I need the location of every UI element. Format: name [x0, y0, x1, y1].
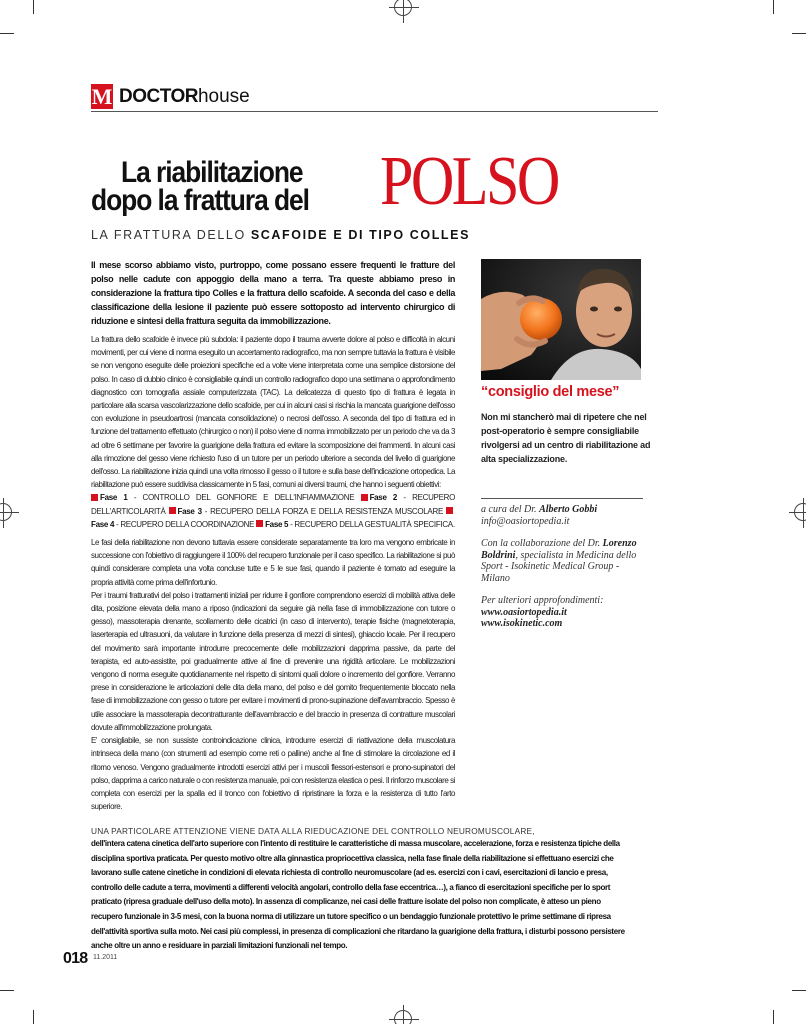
doctor-photo-illustration [481, 259, 641, 380]
title-line-1: La riabilitazione [121, 156, 303, 189]
sidebar-text: Non mi stancherò mai di ripetere che nel post-operatorio è sempre consigliabile rivolgersi ad un centro di riabilitazione ad alta specializzazione. [481, 412, 651, 464]
registration-mark [394, 0, 412, 16]
doctor-photo [481, 259, 641, 380]
crop-mark [792, 990, 806, 991]
crop-mark [773, 0, 774, 14]
red-square-icon [256, 520, 263, 527]
author-name: Alberto Gobbi [539, 504, 598, 515]
body-paragraph: Le fasi della riabilitazione non devono tuttavia essere considerate separatamente tra loro ma vengono embricate in successione con l'obiettivo di raggiungere il 100% del recupero funzionale per il caso specifico. La riabilitazione si può quindi considerare completa una volta concluse tutte e 5 le sue fasi, quando il paziente è tornato ad eseguire la propria attività come prima dell'infortunio. [91, 538, 455, 587]
links-heading: Per ulteriori approfondimenti: [481, 595, 604, 606]
bottom-heading: UNA PARTICOLARE ATTENZIONE VIENE DATA ALLA RIEDUCAZIONE DEL CONTROLLO NEUROMUSCOLARE, [91, 826, 535, 836]
red-square-icon [91, 494, 98, 501]
subtitle-bold: SCAFOIDE E DI TIPO COLLES [250, 228, 471, 242]
bottom-section [91, 825, 631, 954]
title-highlight: POLSO [380, 143, 558, 220]
magazine-header [91, 84, 658, 112]
phase-text: - CONTROLLO DEL GONFIORE E DELL'INFIAMMAZIONE [127, 493, 361, 503]
article-subtitle [91, 228, 470, 242]
article-title [91, 143, 591, 225]
magazine-logo: M [91, 84, 113, 109]
phase-label: Fase 2 [369, 493, 398, 503]
registration-mark [394, 1010, 412, 1024]
red-square-icon [169, 507, 176, 514]
phase-label: Fase 3 [177, 506, 202, 516]
phase-label: Fase 1 [100, 493, 128, 503]
title-line-2: dopo la frattura del [91, 184, 309, 217]
body-paragraph: La frattura dello scafoide è invece più subdola: il paziente dopo il trauma avverte dolore al polso e difficoltà in alcuni movimenti, per cui viene di norma eseguito un accertamento radiografico, ma non sempre tuttavia la frattura è visibile se non vengono eseguite delle proiezioni specifiche ed a volte viene interpretata come una semplice distorsione del polso. In caso di dubbio clinico è consigliabile quindi un controllo radiografico dopo una settimana o approfondimento diagnostico con tomografia assiale computerizzata (TAC). La delicatezza di questo tipo di frattura è legata in particolare alla scarsa vascolarizzazione dello scafoide, per cui in alcuni casi si rischia la mancata guarigione dell'osso con evoluzione in pseudoartrosi (mancata consolidazione) o necrosi dell'osso. A seconda del tipo di frattura ed in funzione del trattamento effettuato (chirurgico o non) il polso viene di norma immobilizzato per un periodo che va da 3 ad oltre 6 settimane per favorire la guarigione della frattura ed evitare la scomposizione dei frammenti. In alcuni casi alla rimozione del gesso viene richiesto l'uso di un tutore per un periodo ulteriore a seconda del livello di guarigione dell'osso. La riabilitazione inizia quindi una volta rimosso il gesso o il tutore e sulla base dell'indicazione ortopedica. La riabilitazione può essere suddivisa classicamente in 5 fasi, comuni ai diversi traumi, che hanno i seguenti obiettivi: [91, 335, 455, 490]
issue-date: 11.2011 [93, 954, 118, 961]
phase-text: - RECUPERO DELLA COORDINAZIONE [114, 519, 257, 529]
red-square-icon [361, 494, 368, 501]
credit-links [481, 595, 643, 630]
link-oasiortopedia[interactable]: www.oasiortopedia.it [481, 606, 567, 618]
phase-text: - RECUPERO DELLA GESTUALITÀ SPECIFICA. [288, 519, 455, 529]
phase-label: Fase 4 [91, 519, 115, 529]
page-number: 018 [63, 950, 88, 967]
red-square-icon [446, 507, 453, 514]
collaborator-name: Lorenzo Boldrini [481, 538, 637, 561]
author-email[interactable]: info@oasiortopedia.it [481, 515, 570, 527]
credit-prefix: Con la collaborazione del Dr. [481, 538, 603, 549]
body-paragraph: Per i traumi fratturativi del polso i trattamenti iniziali per ridurre il gonfiore comprendono esercizi di mobilità attiva delle dita, posizione elevata della mano a riposo (indicazioni da seguire già nella fase di immobilizzazione con tutore o gesso), massoterapia drenante, scollamento delle cicatrici (in caso di intervento), terapie fisiche (magnetoterapia, laserterapia ed ultrasuoni, da valutare in funzione della presenza di mezzi di sintesi), ghiaccio locale. Per il recupero del movimento sarà importante introdurre precocemente delle mobilizzazioni dapprima passive, da parte del terapista, ed auto-assistite, poi gradualmente attive al fine di prevenire una rigidità articolare. Le mobilizzazioni vengono di norma eseguite quotidianamente nel rispetto di sintomi quali dolore o incremento del gonfiore. Verranno prese in considerazione le articolazioni delle dita della mano, del polso e del gomito frequentemente bloccato nella fase di immobilizzazione con gesso o tutore per evitare i movimenti di prono-supinazione dell'avambraccio. Spesso è utile associare la massoterapia decontratturante dell'avambraccio e del braccio in presenza di contratture muscolari dovute all'immobilizzazione prolungata. [91, 590, 455, 732]
section-brand [119, 87, 250, 107]
brand-bold: DOCTOR [119, 86, 198, 107]
collaborator-role: , specialista in Medicina dello Sport - Isokinetic Medical Group - Milano [481, 549, 637, 584]
credits-box [481, 498, 643, 630]
sidebar-title: “consiglio del mese” [481, 384, 620, 400]
crop-mark [0, 33, 14, 34]
link-isokinetic[interactable]: www.isokinetic.com [481, 618, 563, 629]
credit-prefix: a cura del Dr. [481, 504, 540, 515]
registration-mark [0, 503, 12, 521]
brand-light: house [197, 86, 250, 107]
crop-mark [0, 990, 14, 991]
crop-mark [33, 0, 34, 14]
phases-list [91, 491, 455, 531]
registration-mark [794, 503, 806, 521]
credit-collaboration [481, 538, 643, 584]
phase-label: Fase 5 [265, 519, 289, 529]
crop-mark [773, 1010, 774, 1024]
subtitle-prefix: LA FRATTURA DELLO [91, 228, 251, 242]
body-paragraph: E' consigliabile, se non sussiste controindicazione clinica, introdurre esercizi di riattivazione della muscolatura intrinseca della mano (con strumenti ad esempio come reti o palline) anche al fine di stimolare la circolazione ed il ritorno venoso. Vengono gradualmente introdotti esercizi attivi per i muscoli flessori-estensori e prono-supinatori del polso, dapprima a carico naturale o con resistenza manuale, poi con resistenza elastica o pesi. Il rinforzo muscolare si completa con esercizi per la spalla ed il tronco con l'obiettivo di ripristinare la forza e la resistenza di tutto l'arto superiore. [91, 736, 455, 812]
credit-author [481, 504, 643, 527]
crop-mark [33, 1010, 34, 1024]
bottom-text: dell'intera catena cinetica dell'arto superiore con l'intento di restituire le caratteristiche di massa muscolare, accelerazione, forza e resistenza tipiche della disciplina sportiva praticata. Per questo motivo oltre alla ginnastica propriocettiva classica, nella fase finale della riabilitazione si effettuano esercizi che lavorano sulle catene cinetiche in condizioni di elevata richiesta di controllo neuromuscolare (ad es. esercizi con i cavi, esercitazioni di lancio e presa, controllo delle cadute a terra, movimenti a differenti velocità angolari, controllo della fase eccentrica…), a fianco di esercitazioni specifiche per lo sport praticato (ripresa graduale dell'uso della moto). In assenza di complicanze, nei casi delle fratture isolate del polso non complicate, è atteso un pieno recupero funzionale in 3-5 mesi, con la buona norma di utilizzare un tutore specifico o un bendaggio funzionale protettivo le prime settimane di ripresa dell'attività sportiva sulla moto. Nei casi più complessi, in presenza di complicazioni che ritardano la guarigione della frattura, i disturbi possono persistere anche oltre un anno e residuare in parziali limitazioni funzionali nel tempo. [91, 839, 625, 951]
phase-text: - RECUPERO DELLA FORZA E DELLA RESISTENZA MUSCOLARE [201, 506, 446, 516]
lead-paragraph: Il mese scorso abbiamo visto, purtroppo, come possano essere frequenti le fratture del polso nelle cadute con appoggio della mano a terra. Tra queste abbiamo preso in considerazione la frattura tipo Colles e la frattura dello scafoide. A seconda del caso e della classificazione della lesione il paziente può essere sottoposto ad intervento chirurgico di riduzione e sintesi della frattura seguita da immobilizzazione. [91, 260, 455, 326]
main-column [91, 258, 455, 813]
crop-mark [792, 33, 806, 34]
phase-text: - RECUPERO DELL'ARTICOLARITÀ [91, 493, 456, 516]
